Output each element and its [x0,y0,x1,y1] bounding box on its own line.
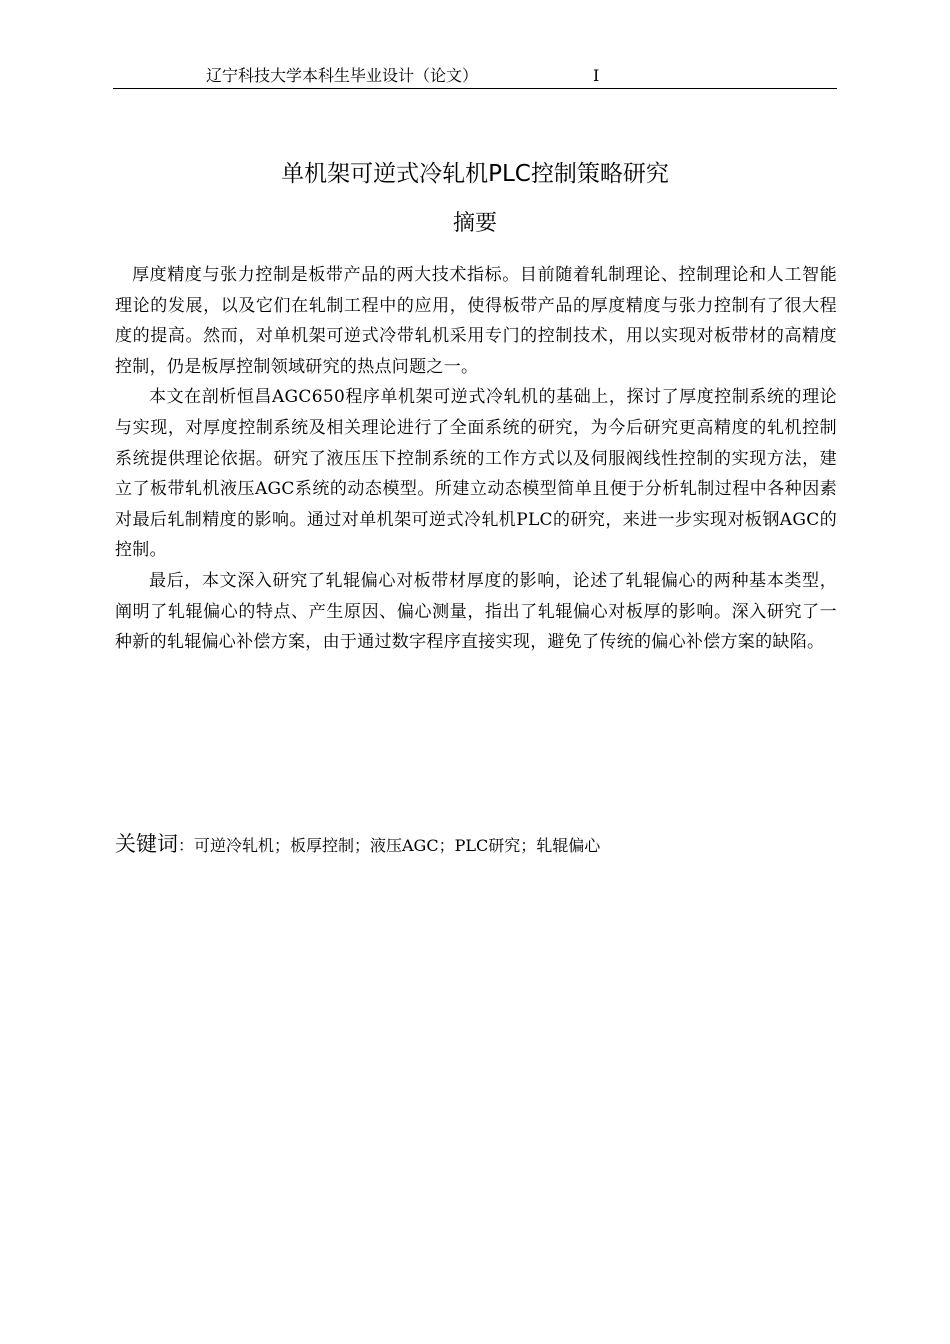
page-header [113,64,837,89]
keywords-text: ：可逆冷轧机；板厚控制；液压AGC；PLC研究；轧辊偏心 [178,836,601,855]
header-title: 辽宁科技大学本科生毕业设计（论文） [206,66,479,85]
abstract-paragraph-3: 最后，本文深入研究了轧辊偏心对板带材厚度的影响，论述了轧辊偏心的两种基本类型，阐明了轧辊偏心的特点、产生原因、偏心测量，指出了轧辊偏心对板厚的影响。深入研究了一种新的轧辊偏心补偿方案，由于通过数字程序直接实现，避免了传统的偏心补偿方案的缺陷。 [115,570,837,653]
keywords-label: 关键词 [115,832,178,856]
keywords-line [115,826,837,864]
abstract-body [115,260,837,658]
header-page-number: I [593,66,600,85]
paper-title: 单机架可逆式冷轧机PLC控制策略研究 [281,161,669,187]
abstract-paragraph-2: 本文在剖析恒昌AGC650程序单机架可逆式冷轧机的基础上，探讨了厚度控制系统的理论与实现，对厚度控制系统及相关理论进行了全面系统的研究，为今后研究更高精度的轧机控制系统提供理论依据。研究了液压压下控制系统的工作方式以及伺服阀线性控制的实现方法，建立了板带轧机液压AGC系统的动态模型。所建立动态模型简单且便于分析轧制过程中各种因素对最后轧制精度的影响。通过对单机架可逆式冷轧机PLC的研究，来进一步实现对板钢AGC的控制。 [115,387,837,561]
abstract-heading: 摘要 [452,211,497,236]
abstract-paragraph-1: 厚度精度与张力控制是板带产品的两大技术指标。目前随着轧制理论、控制理论和人工智能理论的发展，以及它们在轧制工程中的应用，使得板带产品的厚度精度与张力控制有了很大程度的提高。然而，对单机架可逆式冷带轧机采用专门的控制技术，用以实现对板带材的高精度控制，仍是板厚控制领域研究的热点问题之一。 [115,265,837,377]
